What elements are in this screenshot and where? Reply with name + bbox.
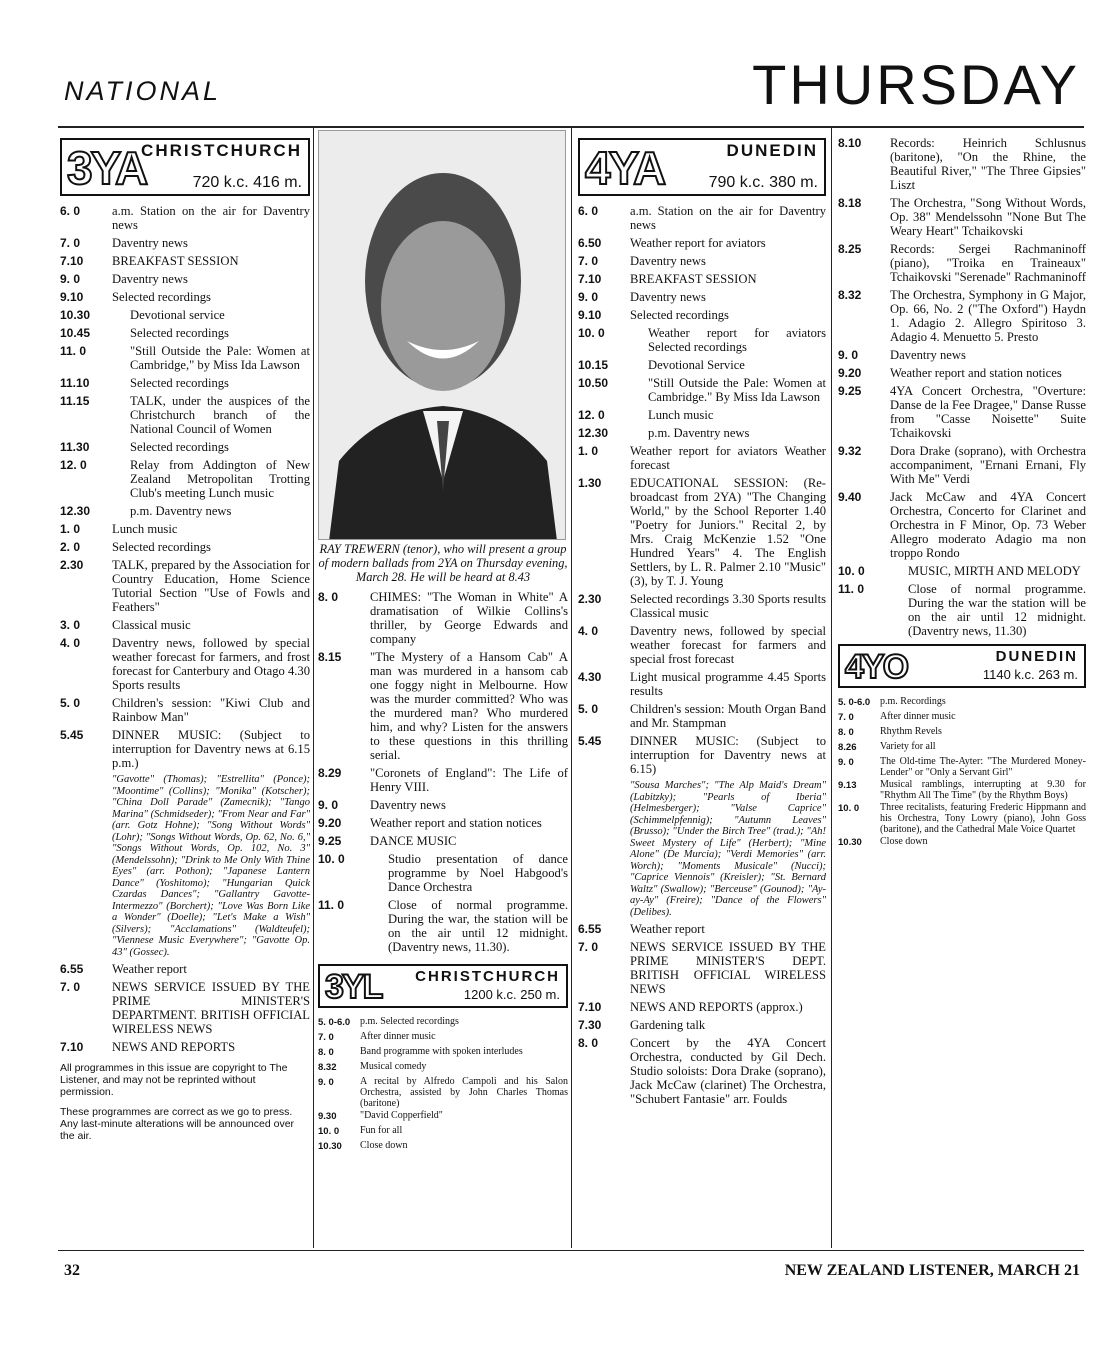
programme-entry bbox=[60, 558, 310, 614]
programme-time: 5. 0 bbox=[578, 702, 599, 716]
programme-entry bbox=[838, 741, 1086, 755]
programme-time: 11. 0 bbox=[838, 582, 865, 596]
programme-time: 10.15 bbox=[578, 358, 609, 372]
programme-time: 10. 0 bbox=[578, 326, 605, 340]
programme-time: 3. 0 bbox=[60, 618, 81, 632]
programme-entry bbox=[60, 394, 310, 436]
col-divider bbox=[313, 128, 314, 1248]
programme-time: 7. 0 bbox=[578, 940, 599, 954]
programme-time: 8.25 bbox=[838, 242, 862, 256]
programme-entry bbox=[318, 1016, 568, 1030]
programme-entry bbox=[578, 670, 826, 698]
call-sign: 4YO bbox=[845, 648, 908, 686]
programme-time: 2.30 bbox=[60, 558, 84, 572]
programme-entry bbox=[60, 728, 310, 770]
programme-entry bbox=[60, 618, 310, 632]
programme-description: Devotional service bbox=[130, 308, 225, 322]
programme-time: 7.10 bbox=[578, 272, 602, 286]
programme-description: Weather report for aviators bbox=[630, 236, 766, 250]
programme-description: Three recitalists, featuring Frederic Hippmann and his Orchestra, Tony Lowry (piano), John Goss (baritone), and the Cathedral Male Voice Quartet bbox=[880, 802, 1086, 835]
programme-description: Jack McCaw and 4YA Concert Orchestra, Concerto for Clarinet and Orchestra in F Minor, Op. 73 Weber Allegro moderato Adagio ma non troppo Rondo bbox=[890, 490, 1086, 560]
programme-time: 8.29 bbox=[318, 766, 342, 780]
programme-description: Light musical programme 4.45 Sports results bbox=[630, 670, 826, 698]
programme-entry bbox=[60, 272, 310, 286]
programme-time: 4. 0 bbox=[60, 636, 81, 650]
programme-entry bbox=[60, 376, 310, 390]
programme-time: 10.50 bbox=[578, 376, 609, 390]
programme-description: NEWS SERVICE ISSUED BY THE PRIME MINISTER'S DEPT. BRITISH OFFICIAL WIRELESS NEWS bbox=[630, 940, 826, 996]
programme-entry bbox=[838, 779, 1086, 801]
programme-entry bbox=[60, 204, 310, 232]
programme-time: 8. 0 bbox=[318, 590, 339, 604]
programme-entry bbox=[838, 802, 1086, 835]
col-divider bbox=[831, 128, 832, 1248]
programme-entry bbox=[838, 242, 1086, 284]
programme-entry bbox=[60, 774, 310, 958]
programme-entry bbox=[838, 490, 1086, 560]
programme-entry bbox=[318, 766, 568, 794]
programme-description: DINNER MUSIC: (Subject to interruption for Daventry news at 6.15) bbox=[630, 734, 826, 776]
programme-description: Daventry news bbox=[890, 348, 966, 362]
programme-entry bbox=[318, 898, 568, 954]
programme-entry bbox=[838, 196, 1086, 238]
day-heading: THURSDAY bbox=[752, 53, 1080, 116]
programme-entry bbox=[838, 711, 1086, 725]
photo-caption: RAY TREWERN (tenor), who will present a group of modern ballads from 2YA on Thursday evening, March 28. He will be heard at 8.43 bbox=[318, 542, 568, 584]
programme-time: 12.30 bbox=[578, 426, 609, 440]
programme-entry bbox=[318, 798, 568, 812]
programme-entry bbox=[60, 236, 310, 250]
column-middle bbox=[318, 590, 568, 1155]
programme-time: 1. 0 bbox=[60, 522, 81, 536]
programme-description: Classical music bbox=[112, 618, 191, 632]
programme-entry bbox=[318, 816, 568, 830]
programme-time: 8.18 bbox=[838, 196, 862, 210]
programme-time: 4.30 bbox=[578, 670, 602, 684]
programme-entry bbox=[60, 980, 310, 1036]
programme-description: 4YA Concert Orchestra, "Overture: Danse de la Fee Dragee," Danse Russe from "Casse Noisette" Suite Tchaikovski bbox=[890, 384, 1086, 440]
call-sign: 4YA bbox=[585, 142, 665, 194]
programme-entry bbox=[318, 1031, 568, 1045]
station-frequency: 1200 k.c. 250 m. bbox=[463, 987, 560, 1002]
programme-time: 7. 0 bbox=[578, 254, 599, 268]
programme-time: 2.30 bbox=[578, 592, 602, 606]
programme-description: Rhythm Revels bbox=[880, 726, 942, 737]
station-logo-4ya bbox=[578, 138, 826, 196]
programme-time: 7.10 bbox=[578, 1000, 602, 1014]
station-city: DUNEDIN bbox=[995, 648, 1078, 665]
programme-time: 8.32 bbox=[318, 1062, 337, 1073]
call-sign: 3YA bbox=[67, 142, 147, 194]
programme-description: The Old-time The-Ayter: "The Murdered Money-Lender" or "Only a Servant Girl" bbox=[880, 756, 1086, 778]
programme-description: TALK, under the auspices of the Christchurch branch of the National Council of Women bbox=[130, 394, 310, 436]
programme-entry bbox=[318, 1076, 568, 1109]
column-3ya bbox=[60, 132, 310, 1142]
programme-description: Records: Sergei Rachmaninoff (piano), "Troika en Traineaux" Tchaikovski "Serenade" Rachmaninoff bbox=[890, 242, 1086, 284]
programme-time: 5.45 bbox=[578, 734, 602, 748]
programme-description: Weather report bbox=[630, 922, 705, 936]
programme-description: "The Mystery of a Hansom Cab" A man was murdered in a hansom cab one foggy night in Melbourne. How was the murder committed? Who was the murdered man? Who murdered him, and why? Listen for the answers to these questions in this thrilling serial. bbox=[370, 650, 568, 762]
page-number: 32 bbox=[64, 1262, 80, 1279]
programme-description: Daventry news, followed by special weather forecast for farmers, and frost forecast for Canterbury and Otago 4.30 Sports results bbox=[112, 636, 310, 692]
programme-time: 9. 0 bbox=[838, 757, 854, 768]
programme-description: Daventry news bbox=[630, 254, 706, 268]
programme-entry bbox=[578, 1000, 826, 1014]
programme-description: Selected recordings bbox=[130, 440, 229, 454]
programme-entry bbox=[838, 366, 1086, 380]
programme-time: 6.50 bbox=[578, 236, 602, 250]
programme-entry bbox=[578, 922, 826, 936]
programme-entry bbox=[60, 254, 310, 268]
portrait-photo bbox=[318, 130, 566, 540]
programme-entry bbox=[318, 1046, 568, 1060]
programme-time: 9.10 bbox=[578, 308, 602, 322]
programme-entry bbox=[838, 696, 1086, 710]
programme-description: Selected recordings bbox=[130, 326, 229, 340]
programme-time: 9.20 bbox=[318, 816, 342, 830]
programme-entry bbox=[578, 1036, 826, 1106]
station-frequency: 1140 k.c. 263 m. bbox=[982, 667, 1078, 682]
magazine-footer: NEW ZEALAND LISTENER, MARCH 21 bbox=[784, 1262, 1080, 1279]
programme-description: Concert by the 4YA Concert Orchestra, conducted by Gil Dech. Studio soloists: Dora Drake (soprano), Jack McCaw (clarinet) The Orchestra, "Schubert Fantasie" arr. Foulds bbox=[630, 1036, 826, 1106]
programme-time: 10. 0 bbox=[838, 564, 865, 578]
programme-time: 1. 0 bbox=[578, 444, 599, 458]
programme-time: 5.45 bbox=[60, 728, 84, 742]
programme-entry bbox=[578, 326, 826, 354]
programme-description: p.m. Selected recordings bbox=[360, 1016, 459, 1027]
programme-time: 7. 0 bbox=[318, 1032, 334, 1043]
programme-entry bbox=[578, 444, 826, 472]
bottom-rule bbox=[58, 1250, 1084, 1251]
programme-description: After dinner music bbox=[880, 711, 956, 722]
programme-description: "Still Outside the Pale: Women at Cambridge," by Miss Ida Lawson bbox=[130, 344, 310, 372]
programme-time: 12.30 bbox=[60, 504, 91, 518]
programme-description: "Still Outside the Pale: Women at Cambridge." By Miss Ida Lawson bbox=[648, 376, 826, 404]
call-sign: 3YL bbox=[325, 968, 382, 1006]
programme-description: Daventry news bbox=[112, 236, 188, 250]
programme-description: Selected recordings bbox=[130, 376, 229, 390]
programme-entry bbox=[578, 236, 826, 250]
programme-description: "Gavotte" (Thomas); "Estrellita" (Ponce); "Moontime" (Collins); "Monika" (Kotscher); "China Doll Parade" (Zamecnik); "Tango Marina" (Schmidseder); "From Near and Far" (arr. Gotz Hohne); "Song Without Words" (Lohr); "Songs Without Words, Op. 62, No. 6," "Songs Without Words, Op. 102, No. 3" (Mendelssohn); "Drink to Me Only With Thine Eyes" (arr. Pothon); "Japanese Lantern Dance" (Yoshitomo); "Hungarian Quick Czardas Dances"; "Gallantry Gavotte-Intermezzo" (Borchert); "Love Was Born Like a Wonder" (Doelle); "Let's Make a Wish" (Silvers); "Acclamations" (Waldteufel); "Viennese Music Everywhere"; "Gavotte Op. 43" (Gossec). bbox=[112, 774, 310, 958]
programme-description: BREAKFAST SESSION bbox=[112, 254, 239, 268]
programme-time: 6. 0 bbox=[60, 204, 81, 218]
programme-time: 9.25 bbox=[318, 834, 342, 848]
programme-entry bbox=[60, 696, 310, 724]
programme-description: Children's session: Mouth Organ Band and Mr. Stampman bbox=[630, 702, 826, 730]
programme-entry bbox=[60, 458, 310, 500]
programme-time: 9.20 bbox=[838, 366, 862, 380]
programme-description: Gardening talk bbox=[630, 1018, 706, 1032]
programme-time: 12. 0 bbox=[578, 408, 605, 422]
programme-time: 9.25 bbox=[838, 384, 862, 398]
programme-description: Studio presentation of dance programme by Noel Habgood's Dance Orchestra bbox=[388, 852, 568, 894]
programme-description: a.m. Station on the air for Daventry news bbox=[112, 204, 310, 232]
programme-entry bbox=[60, 440, 310, 454]
programme-entry bbox=[318, 852, 568, 894]
programme-time: 9.13 bbox=[838, 780, 857, 791]
programme-entry bbox=[60, 636, 310, 692]
programme-time: 6.55 bbox=[578, 922, 602, 936]
programme-description: CHIMES: "The Woman in White" A dramatisation of Wilkie Collins's thriller, by George Edwards and company bbox=[370, 590, 568, 646]
programme-description: NEWS SERVICE ISSUED BY THE PRIME MINISTER'S DEPARTMENT. BRITISH OFFICIAL WIRELESS NEWS bbox=[112, 980, 310, 1036]
programme-entry bbox=[838, 136, 1086, 192]
section-label: NATIONAL bbox=[64, 76, 222, 106]
programme-description: NEWS AND REPORTS (approx.) bbox=[630, 1000, 803, 1014]
programme-time: 7.10 bbox=[60, 254, 84, 268]
programme-entry bbox=[578, 408, 826, 422]
programme-description: Close of normal programme. During the war the station will be on the air until 12 midnight. (Daventry news, 11.30) bbox=[908, 582, 1086, 638]
programme-time: 9. 0 bbox=[578, 290, 599, 304]
schedule-list bbox=[318, 590, 568, 954]
programme-entry bbox=[578, 426, 826, 440]
programme-time: 8. 0 bbox=[578, 1036, 599, 1050]
programme-entry bbox=[578, 624, 826, 666]
programme-time bbox=[60, 774, 112, 958]
programme-description: Devotional Service bbox=[648, 358, 745, 372]
programme-entry bbox=[838, 836, 1086, 850]
programme-time: 10. 0 bbox=[838, 803, 860, 814]
programme-entry bbox=[60, 540, 310, 554]
station-city: CHRISTCHURCH bbox=[141, 141, 302, 160]
programme-time: 6.55 bbox=[60, 962, 84, 976]
programme-entry bbox=[578, 1018, 826, 1032]
programme-time: 7.10 bbox=[60, 1040, 84, 1054]
programme-time: 10. 0 bbox=[318, 1126, 340, 1137]
programme-entry bbox=[60, 326, 310, 340]
programme-description: Daventry news bbox=[370, 798, 446, 812]
copyright-note: All programmes in this issue are copyright to The Listener, and may not be reprinted without permission. bbox=[60, 1062, 288, 1098]
programme-description: "Coronets of England": The Life of Henry VIII. bbox=[370, 766, 568, 794]
programme-time: 7.30 bbox=[578, 1018, 602, 1032]
programme-description: Musical comedy bbox=[360, 1061, 427, 1072]
programme-time: 10.45 bbox=[60, 326, 91, 340]
programme-time: 5. 0 bbox=[60, 696, 81, 710]
programme-entry bbox=[60, 522, 310, 536]
programme-entry bbox=[578, 358, 826, 372]
programme-description: Close down bbox=[880, 836, 928, 847]
programme-description: Selected recordings bbox=[112, 540, 211, 554]
station-frequency: 720 k.c. 416 m. bbox=[192, 174, 302, 191]
programme-time: 1.30 bbox=[578, 476, 602, 490]
programme-description: Selected recordings bbox=[630, 308, 729, 322]
programme-description: Weather report and station notices bbox=[370, 816, 542, 830]
station-frequency: 790 k.c. 380 m. bbox=[708, 174, 818, 191]
programme-entry bbox=[838, 348, 1086, 362]
station-city: DUNEDIN bbox=[726, 141, 818, 160]
programme-description: Weather report bbox=[112, 962, 187, 976]
programme-description: Band programme with spoken interludes bbox=[360, 1046, 523, 1057]
programme-time: 9.30 bbox=[318, 1111, 337, 1122]
programme-description: TALK, prepared by the Association for Country Education, Home Science Tutorial Section "Use of Fowls and Feathers" bbox=[112, 558, 310, 614]
programme-time: 5. 0-6.0 bbox=[838, 697, 871, 708]
station-logo-3yl bbox=[318, 964, 568, 1008]
programme-time: 8.26 bbox=[838, 742, 857, 753]
col-divider bbox=[571, 128, 572, 1248]
programme-description: Weather report for aviators Weather forecast bbox=[630, 444, 826, 472]
column-4ya bbox=[578, 132, 826, 1110]
programme-entry bbox=[60, 344, 310, 372]
programme-entry bbox=[578, 254, 826, 268]
programme-time: 9.32 bbox=[838, 444, 862, 458]
programme-entry bbox=[578, 272, 826, 286]
programme-time: 5. 0-6.0 bbox=[318, 1017, 351, 1028]
programme-description: Fun for all bbox=[360, 1125, 403, 1136]
programme-time: 7. 0 bbox=[60, 236, 81, 250]
schedule-list bbox=[578, 204, 826, 1106]
programme-description: Weather report and station notices bbox=[890, 366, 1062, 380]
programme-entry bbox=[838, 444, 1086, 486]
programme-entry bbox=[60, 504, 310, 518]
programme-entry bbox=[318, 1125, 568, 1139]
programme-description: "David Copperfield" bbox=[360, 1110, 443, 1121]
programme-description: EDUCATIONAL SESSION: (Re-broadcast from 2YA) "The Changing World," by the School Reporter 1.40 "Poetry for Juniors." Recital 2, by Mrs. Craig McKenzie 1.52 "One Hundred Years" 4. The English Settlers, by L. R. Palmer 2.10 "Music" (3), by T. J. Young bbox=[630, 476, 826, 588]
programme-time: 10. 0 bbox=[318, 852, 345, 866]
programme-entry bbox=[578, 290, 826, 304]
programme-time bbox=[578, 780, 630, 918]
programme-description: Relay from Addington of New Zealand Metropolitan Trotting Club's meeting Lunch music bbox=[130, 458, 310, 500]
programme-entry bbox=[318, 590, 568, 646]
schedule-list bbox=[838, 136, 1086, 638]
programme-time: 11.10 bbox=[60, 376, 90, 390]
programme-entry bbox=[318, 1110, 568, 1124]
programme-entry bbox=[60, 1040, 310, 1054]
programme-entry bbox=[578, 702, 826, 730]
alteration-note: These programmes are correct as we go to press. Any last-minute alterations will be announced over the air. bbox=[60, 1106, 295, 1142]
programme-time: 9.10 bbox=[60, 290, 84, 304]
programme-entry bbox=[578, 204, 826, 232]
programme-description: Weather report for aviators Selected recordings bbox=[648, 326, 826, 354]
programme-time: 8. 0 bbox=[318, 1047, 334, 1058]
programme-description: The Orchestra, Symphony in G Major, Op. 66, No. 2 ("The Oxford") Haydn 1. Adagio 2. Allegro Spiritoso 3. Adagio 4. Menuetto 5. Presto bbox=[890, 288, 1086, 344]
programme-description: Daventry news bbox=[630, 290, 706, 304]
programme-entry bbox=[60, 308, 310, 322]
programme-time: 7. 0 bbox=[60, 980, 81, 994]
programme-time: 6. 0 bbox=[578, 204, 599, 218]
programme-time: 12. 0 bbox=[60, 458, 87, 472]
programme-time: 11.30 bbox=[60, 440, 90, 454]
programme-entry bbox=[318, 650, 568, 762]
programme-entry bbox=[838, 384, 1086, 440]
programme-description: Dora Drake (soprano), with Orchestra accompaniment, "Ernani Ernani, Fly With Me" Verdi bbox=[890, 444, 1086, 486]
programme-time: 7. 0 bbox=[838, 712, 854, 723]
programme-description: p.m. Daventry news bbox=[130, 504, 232, 518]
schedule-list-small bbox=[318, 1016, 568, 1154]
column-4ya-continued bbox=[838, 136, 1086, 851]
programme-time: 8.15 bbox=[318, 650, 342, 664]
programme-time: 9. 0 bbox=[838, 348, 859, 362]
programme-time: 9. 0 bbox=[318, 798, 339, 812]
programme-entry bbox=[578, 376, 826, 404]
programme-description: Daventry news, followed by special weather forecast for farmers and special frost forecast bbox=[630, 624, 826, 666]
programme-time: 8.10 bbox=[838, 136, 862, 150]
programme-description: Lunch music bbox=[648, 408, 714, 422]
programme-entry bbox=[318, 1061, 568, 1075]
programme-description: Children's session: "Kiwi Club and Rainbow Man" bbox=[112, 696, 310, 724]
programme-entry bbox=[838, 564, 1086, 578]
programme-time: 8. 0 bbox=[838, 727, 854, 738]
programme-time: 8.32 bbox=[838, 288, 862, 302]
programme-description: BREAKFAST SESSION bbox=[630, 272, 757, 286]
programme-description: Close down bbox=[360, 1140, 408, 1151]
programme-time: 10.30 bbox=[318, 1141, 342, 1152]
schedule-list bbox=[60, 204, 310, 1054]
programme-description: Selected recordings 3.30 Sports results Classical music bbox=[630, 592, 826, 620]
programme-description: MUSIC, MIRTH AND MELODY bbox=[908, 564, 1081, 578]
programme-description: Variety for all bbox=[880, 741, 936, 752]
programme-entry bbox=[838, 726, 1086, 740]
programme-description: After dinner music bbox=[360, 1031, 436, 1042]
programme-entry bbox=[318, 1140, 568, 1154]
programme-entry bbox=[578, 592, 826, 620]
programme-description: a.m. Station on the air for Daventry news bbox=[630, 204, 826, 232]
programme-description: DANCE MUSIC bbox=[370, 834, 457, 848]
programme-description: Musical ramblings, interrupting at 9.30 for "Rhythm All The Time" (by the Rhythm Boys) bbox=[880, 779, 1086, 801]
programme-description: Selected recordings bbox=[112, 290, 211, 304]
programme-time: 10.30 bbox=[838, 837, 862, 848]
programme-entry bbox=[60, 962, 310, 976]
programme-entry bbox=[578, 940, 826, 996]
programme-entry bbox=[318, 834, 568, 848]
programme-description: NEWS AND REPORTS bbox=[112, 1040, 236, 1054]
programme-time: 9.40 bbox=[838, 490, 862, 504]
programme-description: Daventry news bbox=[112, 272, 188, 286]
programme-time: 10.30 bbox=[60, 308, 91, 322]
station-city: CHRISTCHURCH bbox=[415, 968, 560, 985]
programme-description: DINNER MUSIC: (Subject to interruption for Daventry news at 6.15 p.m.) bbox=[112, 728, 310, 770]
programme-time: 4. 0 bbox=[578, 624, 599, 638]
programme-description: p.m. Daventry news bbox=[648, 426, 750, 440]
programme-entry bbox=[838, 288, 1086, 344]
programme-time: 2. 0 bbox=[60, 540, 81, 554]
programme-time: 11. 0 bbox=[318, 898, 345, 912]
programme-entry bbox=[578, 780, 826, 918]
programme-description: Records: Heinrich Schlusnus (baritone), "On the Rhine, the Beautiful River," "The Three Gipsies" Liszt bbox=[890, 136, 1086, 192]
programme-entry bbox=[838, 582, 1086, 638]
programme-entry bbox=[578, 476, 826, 588]
programme-description: The Orchestra, "Song Without Words, Op. 38" Mendelssohn "None But The Weary Heart" Tchaikovski bbox=[890, 196, 1086, 238]
programme-description: "Sousa Marches"; "The Alp Maid's Dream" (Labitzky); "Pearls of Iberia" (Helmesberger); "Valse Caprice" (Schimmelpfennig); "Autumn Leaves" (Brusso); "Under the Birch Tree" (trad.); "Ah! Sweet Mystery of Life" (Herbert); "Mine Alone" (De Murcia); "Verdi Memories" (arr. Worch); "Moments Musicale" (Nucci); "Caprice Viennois" (Kreisler); "St. Bernard Waltz" (Swallow); "Berceuse" (Gounod); "Ay-ay-Ay" (Freire); "Dance of the Flowers" (Delibes). bbox=[630, 780, 826, 918]
schedule-list-small bbox=[838, 696, 1086, 850]
programme-time: 11.15 bbox=[60, 394, 90, 408]
programme-description: Close of normal programme. During the war, the station will be on the air until 12 midnight. (Daventry news, 11.30). bbox=[388, 898, 568, 954]
programme-entry bbox=[838, 756, 1086, 778]
programme-entry bbox=[578, 734, 826, 776]
programme-entry bbox=[60, 290, 310, 304]
station-logo-4yo bbox=[838, 644, 1086, 688]
programme-time: 11. 0 bbox=[60, 344, 87, 358]
programme-entry bbox=[578, 308, 826, 322]
programme-description: Lunch music bbox=[112, 522, 178, 536]
programme-description: A recital by Alfredo Campoli and his Salon Orchestra, assisted by John Charles Thomas (baritone) bbox=[360, 1076, 568, 1109]
programme-description: p.m. Recordings bbox=[880, 696, 946, 707]
programme-time: 9. 0 bbox=[318, 1077, 334, 1088]
station-logo-3ya bbox=[60, 138, 310, 196]
programme-time: 9. 0 bbox=[60, 272, 81, 286]
